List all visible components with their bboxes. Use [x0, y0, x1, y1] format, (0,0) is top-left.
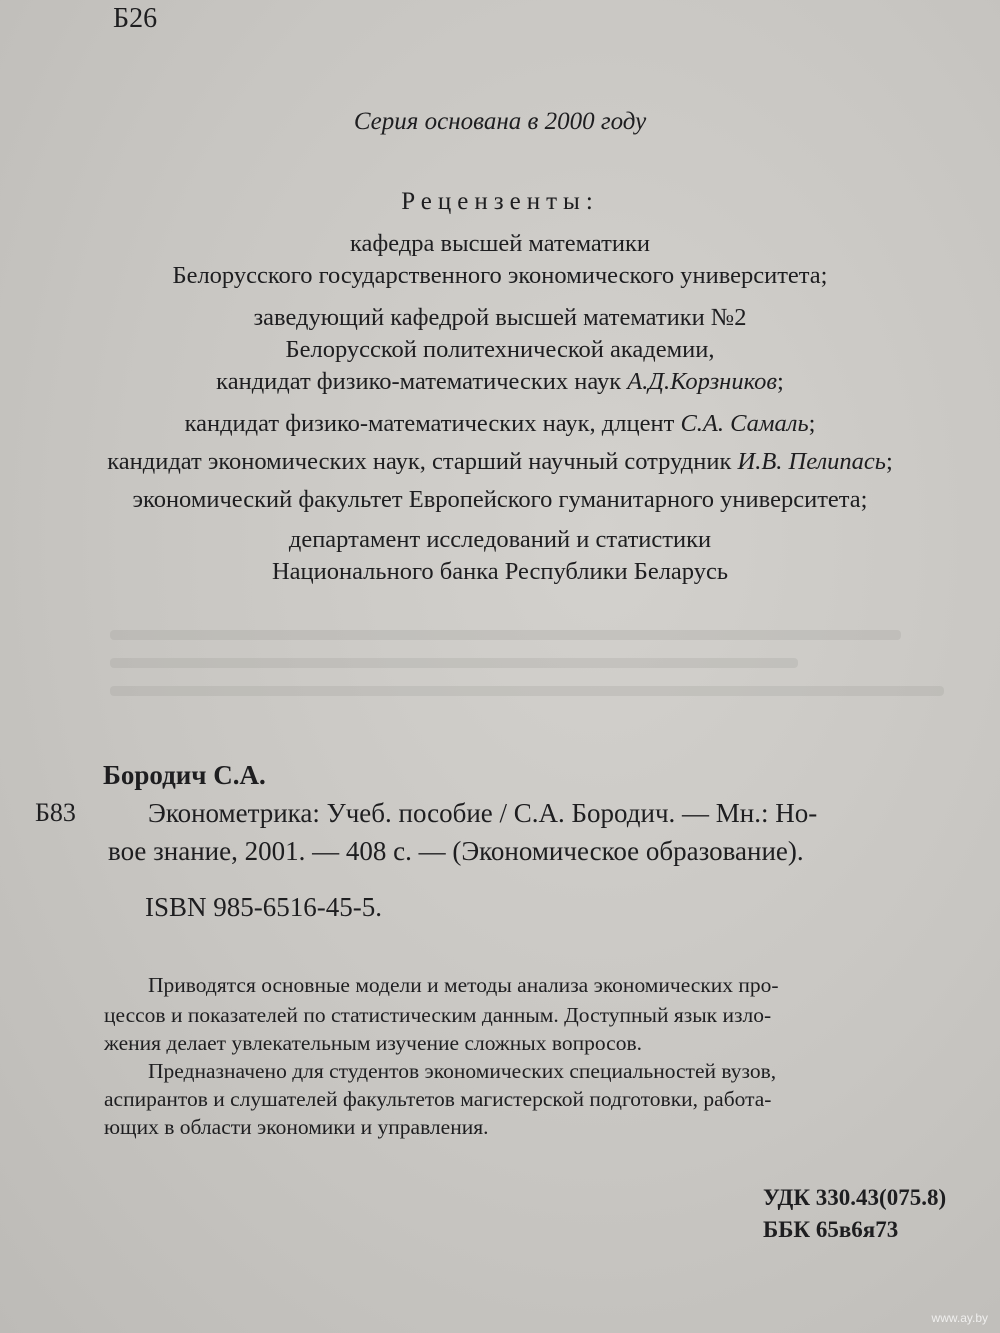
reviewer-text: кандидат физико-математических наук — [216, 368, 628, 395]
reviewer-line — [0, 230, 1000, 258]
reviewer-punct: ; — [777, 368, 784, 395]
reviewer-text: Белорусской политехнической академии, — [285, 336, 715, 363]
reviewer-line — [0, 526, 1000, 554]
isbn: ISBN 985-6516-45-5. — [145, 892, 382, 922]
classification-code-top: Б26 — [113, 3, 158, 34]
reviewer-line — [0, 368, 1000, 396]
bibliographic-line-2: вое знание, 2001. — 408 с. — (Экономическое образование). — [108, 836, 804, 866]
watermark: www.ay.by — [931, 1311, 988, 1325]
annotation-line — [104, 1114, 984, 1141]
annotation-text: Приводятся основные модели и методы анализа экономических про- — [148, 973, 779, 997]
reviewer-text: кандидат физико-математических наук, длцент — [184, 410, 681, 437]
annotation-line — [104, 1058, 984, 1085]
reviewer-text: экономический факультет Европейского гуманитарного университета; — [132, 486, 868, 513]
annotation-text: аспирантов и слушателей факультетов магистерской подготовки, работа- — [104, 1087, 772, 1111]
annotation-text: жения делает увлекательным изучение сложных вопросов. — [104, 1031, 642, 1055]
reviewer-punct: ; — [808, 410, 816, 437]
annotation-text: Предназначено для студентов экономических специальностей вузов, — [148, 1059, 777, 1083]
classification-code-b83: Б83 — [35, 798, 76, 827]
reviewer-line — [0, 262, 1000, 290]
reviewer-text: кандидат экономических наук, старший научный сотрудник — [107, 448, 738, 475]
bibliographic-line-1: Эконометрика: Учеб. пособие / С.А. Бородич. — Мн.: Но- — [148, 798, 818, 828]
reviewer-line — [0, 410, 1000, 438]
reviewer-text: департамент исследований и статистики — [288, 526, 712, 553]
annotation-line — [104, 1002, 984, 1029]
reviewer-line — [0, 304, 1000, 332]
reviewer-line — [0, 336, 1000, 364]
annotation-line — [104, 972, 984, 999]
reviewer-text: кафедра высшей математики — [350, 230, 650, 257]
reviewer-name: А.Д.Корзников — [627, 368, 777, 395]
annotation-line — [104, 1086, 984, 1113]
reviewer-punct: ; — [885, 448, 893, 475]
annotation-text: цессов и показателей по статистическим данным. Доступный язык изло- — [104, 1003, 772, 1027]
reviewers-heading: Рецензенты: — [401, 188, 599, 215]
udk-code: УДК 330.43(075.8) — [763, 1185, 947, 1210]
series-note: Серия основана в 2000 году — [353, 108, 647, 135]
reviewer-text: Белорусского государственного экономического университета; — [172, 262, 828, 289]
reviewer-line — [0, 486, 1000, 514]
annotation-text: ющих в области экономики и управления. — [104, 1115, 489, 1139]
bibliographic-record — [108, 794, 978, 870]
bbk-code: ББК 65в6я73 — [763, 1217, 899, 1242]
reviewer-text: заведующий кафедрой высшей математики №2 — [253, 304, 747, 331]
bleed-through-lines — [110, 630, 970, 730]
reviewer-text: Национального банка Республики Беларусь — [271, 558, 729, 585]
annotation-line — [104, 1030, 984, 1057]
reviewer-name: И.В. Пелипась — [737, 448, 886, 475]
author-name: Бородич С.А. — [103, 760, 266, 790]
reviewer-name: С.А. Самаль — [680, 410, 809, 437]
reviewer-line — [0, 448, 1000, 476]
reviewer-line — [0, 558, 1000, 586]
